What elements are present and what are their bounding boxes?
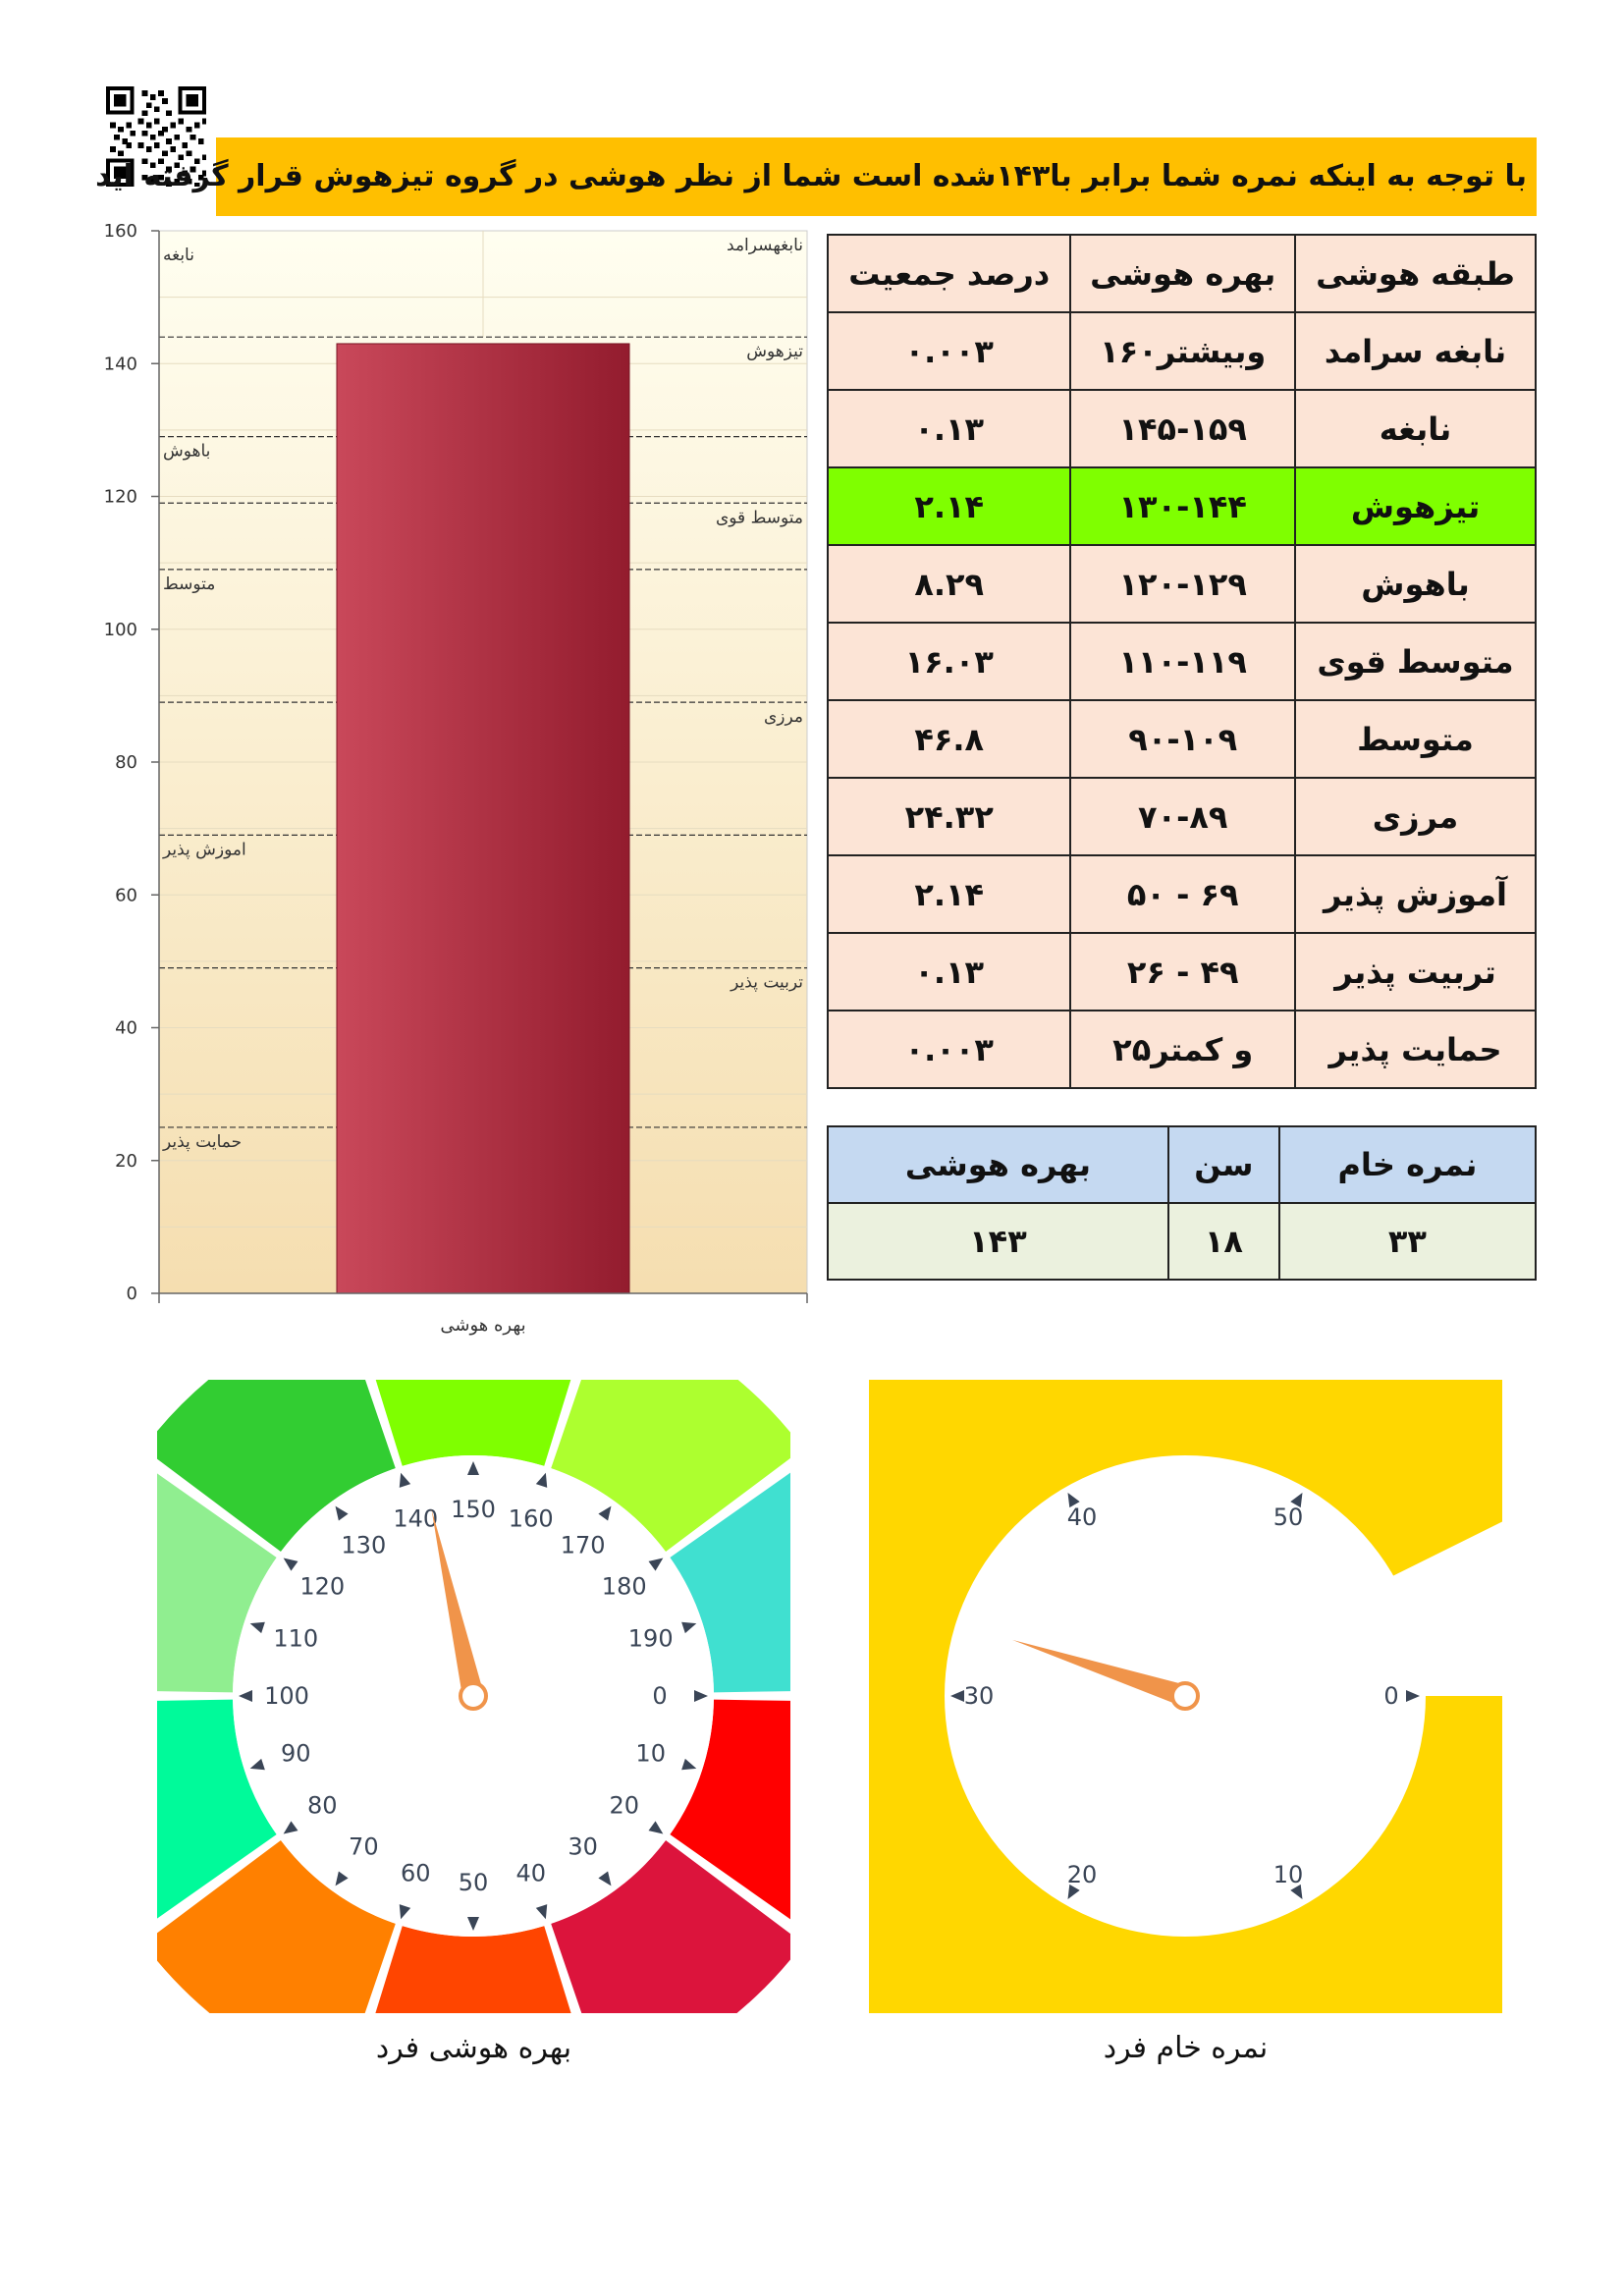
band-label: مرزی — [763, 707, 803, 728]
table-cell: ۱۶.۰۳ — [828, 623, 1070, 700]
table-header-cell: درصد جمعیت — [828, 235, 1070, 312]
table-row — [828, 312, 1536, 390]
tick-label: 150 — [451, 1496, 496, 1523]
iq-gauge — [157, 1380, 790, 2013]
iq-value: ۱۴۳ — [828, 1203, 1168, 1280]
band-label: تربیت پذیر — [731, 972, 803, 993]
table-cell: ۶۹ - ۵۰ — [1070, 855, 1295, 933]
y-tick-label: 60 — [115, 885, 137, 906]
result-message: با توجه به اینکه نمره شما برابر با۱۴۳شده است شما از نظر هوشی در گروه تیزهوش قرار گرفته اید — [95, 159, 1527, 193]
tick-label: 160 — [508, 1504, 554, 1533]
y-tick-label: 80 — [115, 752, 137, 773]
tick-label: 130 — [341, 1531, 387, 1559]
table-row — [828, 933, 1536, 1011]
tick-label: 60 — [401, 1859, 431, 1887]
table-cell: متوسط قوی — [1295, 623, 1536, 700]
tick-label: 90 — [281, 1739, 311, 1768]
table-header-cell: طبقه هوشی — [1295, 235, 1536, 312]
tick-label: 70 — [349, 1832, 379, 1861]
result-banner — [95, 137, 1537, 216]
raw-score-gauge-label: نمره خام فرد — [1103, 2031, 1269, 2065]
tick-label: 50 — [458, 1869, 489, 1896]
table-cell: ۸.۲۹ — [828, 545, 1070, 623]
table-cell: ۷۰-۸۹ — [1070, 778, 1295, 855]
table-cell: متوسط — [1295, 700, 1536, 778]
table-cell: نابغه سرامد — [1295, 312, 1536, 390]
y-tick-label: 140 — [103, 354, 137, 375]
y-tick-label: 0 — [126, 1284, 137, 1304]
band-label: نابغهسرامد — [727, 236, 803, 255]
raw-score-value: ۳۳ — [1279, 1203, 1536, 1280]
table-cell: ۴۶.۸ — [828, 700, 1070, 778]
header-raw-score: نمره خام — [1279, 1126, 1536, 1203]
table-cell: ۱۲۰-۱۲۹ — [1070, 545, 1295, 623]
tick-label: 120 — [299, 1572, 346, 1601]
band-label: متوسط قوی — [715, 508, 803, 528]
band-label: اموزش پذیر — [163, 840, 246, 860]
table-row — [828, 623, 1536, 700]
table-row — [828, 778, 1536, 855]
table-row — [828, 1011, 1536, 1088]
tick-label: 0 — [652, 1682, 668, 1710]
table-cell: و کمتر۲۵ — [1070, 1011, 1295, 1088]
band-label: تیزهوش — [746, 342, 803, 362]
tick-label: 50 — [1272, 1503, 1304, 1532]
tick-label: 10 — [635, 1739, 666, 1768]
table-row — [828, 545, 1536, 623]
tick-label: 80 — [307, 1791, 338, 1820]
table-cell: ۰.۱۳ — [828, 390, 1070, 467]
table-cell: باهوش — [1295, 545, 1536, 623]
table-cell: حمایت پذیر — [1295, 1011, 1536, 1088]
table-cell: ۲.۱۴ — [828, 467, 1070, 545]
table-cell: ۰.۱۳ — [828, 933, 1070, 1011]
table-cell: ۴۹ - ۲۶ — [1070, 933, 1295, 1011]
table-row — [828, 390, 1536, 467]
tick-label: 140 — [393, 1504, 439, 1533]
tick-label: 40 — [515, 1859, 546, 1887]
needle-hub — [1172, 1683, 1198, 1709]
tick-label: 110 — [273, 1624, 319, 1653]
y-tick-label: 40 — [115, 1017, 137, 1039]
iq-bar-chart — [0, 216, 825, 1355]
table-cell: ۲.۱۴ — [828, 855, 1070, 933]
y-tick-label: 20 — [115, 1150, 137, 1172]
result-table — [827, 1125, 1537, 1281]
table-cell: ۹۰-۱۰۹ — [1070, 700, 1295, 778]
tick-label: 30 — [963, 1682, 995, 1710]
band-label: حمایت پذیر — [163, 1131, 243, 1152]
tick-label: 0 — [1383, 1682, 1399, 1710]
tick-label: 190 — [627, 1624, 674, 1653]
age-value: ۱۸ — [1168, 1203, 1279, 1280]
band-label: نابغه — [163, 246, 194, 265]
table-cell: ۱۳۰-۱۴۴ — [1070, 467, 1295, 545]
raw-score-gauge — [869, 1380, 1502, 2013]
table-cell: ۰.۰۰۳ — [828, 312, 1070, 390]
tick-label: 20 — [609, 1791, 639, 1820]
table-header-cell: بهره هوشی — [1070, 235, 1295, 312]
tick-label: 20 — [1066, 1860, 1098, 1888]
tick-label: 100 — [264, 1682, 309, 1710]
table-cell: ۱۴۵-۱۵۹ — [1070, 390, 1295, 467]
iq-gauge-label: بهره هوشی فرد — [375, 2031, 572, 2065]
tick-label: 170 — [560, 1531, 606, 1559]
bar — [337, 344, 629, 1293]
tick-label: 30 — [568, 1832, 598, 1861]
y-tick-label: 120 — [103, 486, 137, 508]
band-label: باهوش — [163, 441, 211, 462]
header-age: سن — [1168, 1126, 1279, 1203]
y-tick-label: 100 — [103, 619, 137, 640]
header-iq: بهره هوشی — [828, 1126, 1168, 1203]
x-tick-label: بهره هوشی — [440, 1315, 526, 1336]
table-cell: وبیشتر۱۶۰ — [1070, 312, 1295, 390]
table-row — [828, 467, 1536, 545]
table-cell: ۱۱۰-۱۱۹ — [1070, 623, 1295, 700]
table-cell: ۲۴.۳۲ — [828, 778, 1070, 855]
table-row — [828, 855, 1536, 933]
table-cell: ۰.۰۰۳ — [828, 1011, 1070, 1088]
band-label: متوسط — [163, 574, 216, 594]
table-cell: مرزی — [1295, 778, 1536, 855]
table-cell: نابغه — [1295, 390, 1536, 467]
intelligence-classes-table — [827, 234, 1537, 1089]
table-cell: تربیت پذیر — [1295, 933, 1536, 1011]
table-header-row — [828, 235, 1536, 312]
table-row — [828, 700, 1536, 778]
table-cell: آموزش پذیر — [1295, 855, 1536, 933]
tick-label: 40 — [1066, 1503, 1098, 1532]
needle-hub — [460, 1683, 486, 1709]
tick-label: 180 — [601, 1572, 647, 1601]
table-cell: تیزهوش — [1295, 467, 1536, 545]
y-tick-label: 160 — [103, 221, 137, 242]
tick-label: 10 — [1272, 1860, 1304, 1888]
